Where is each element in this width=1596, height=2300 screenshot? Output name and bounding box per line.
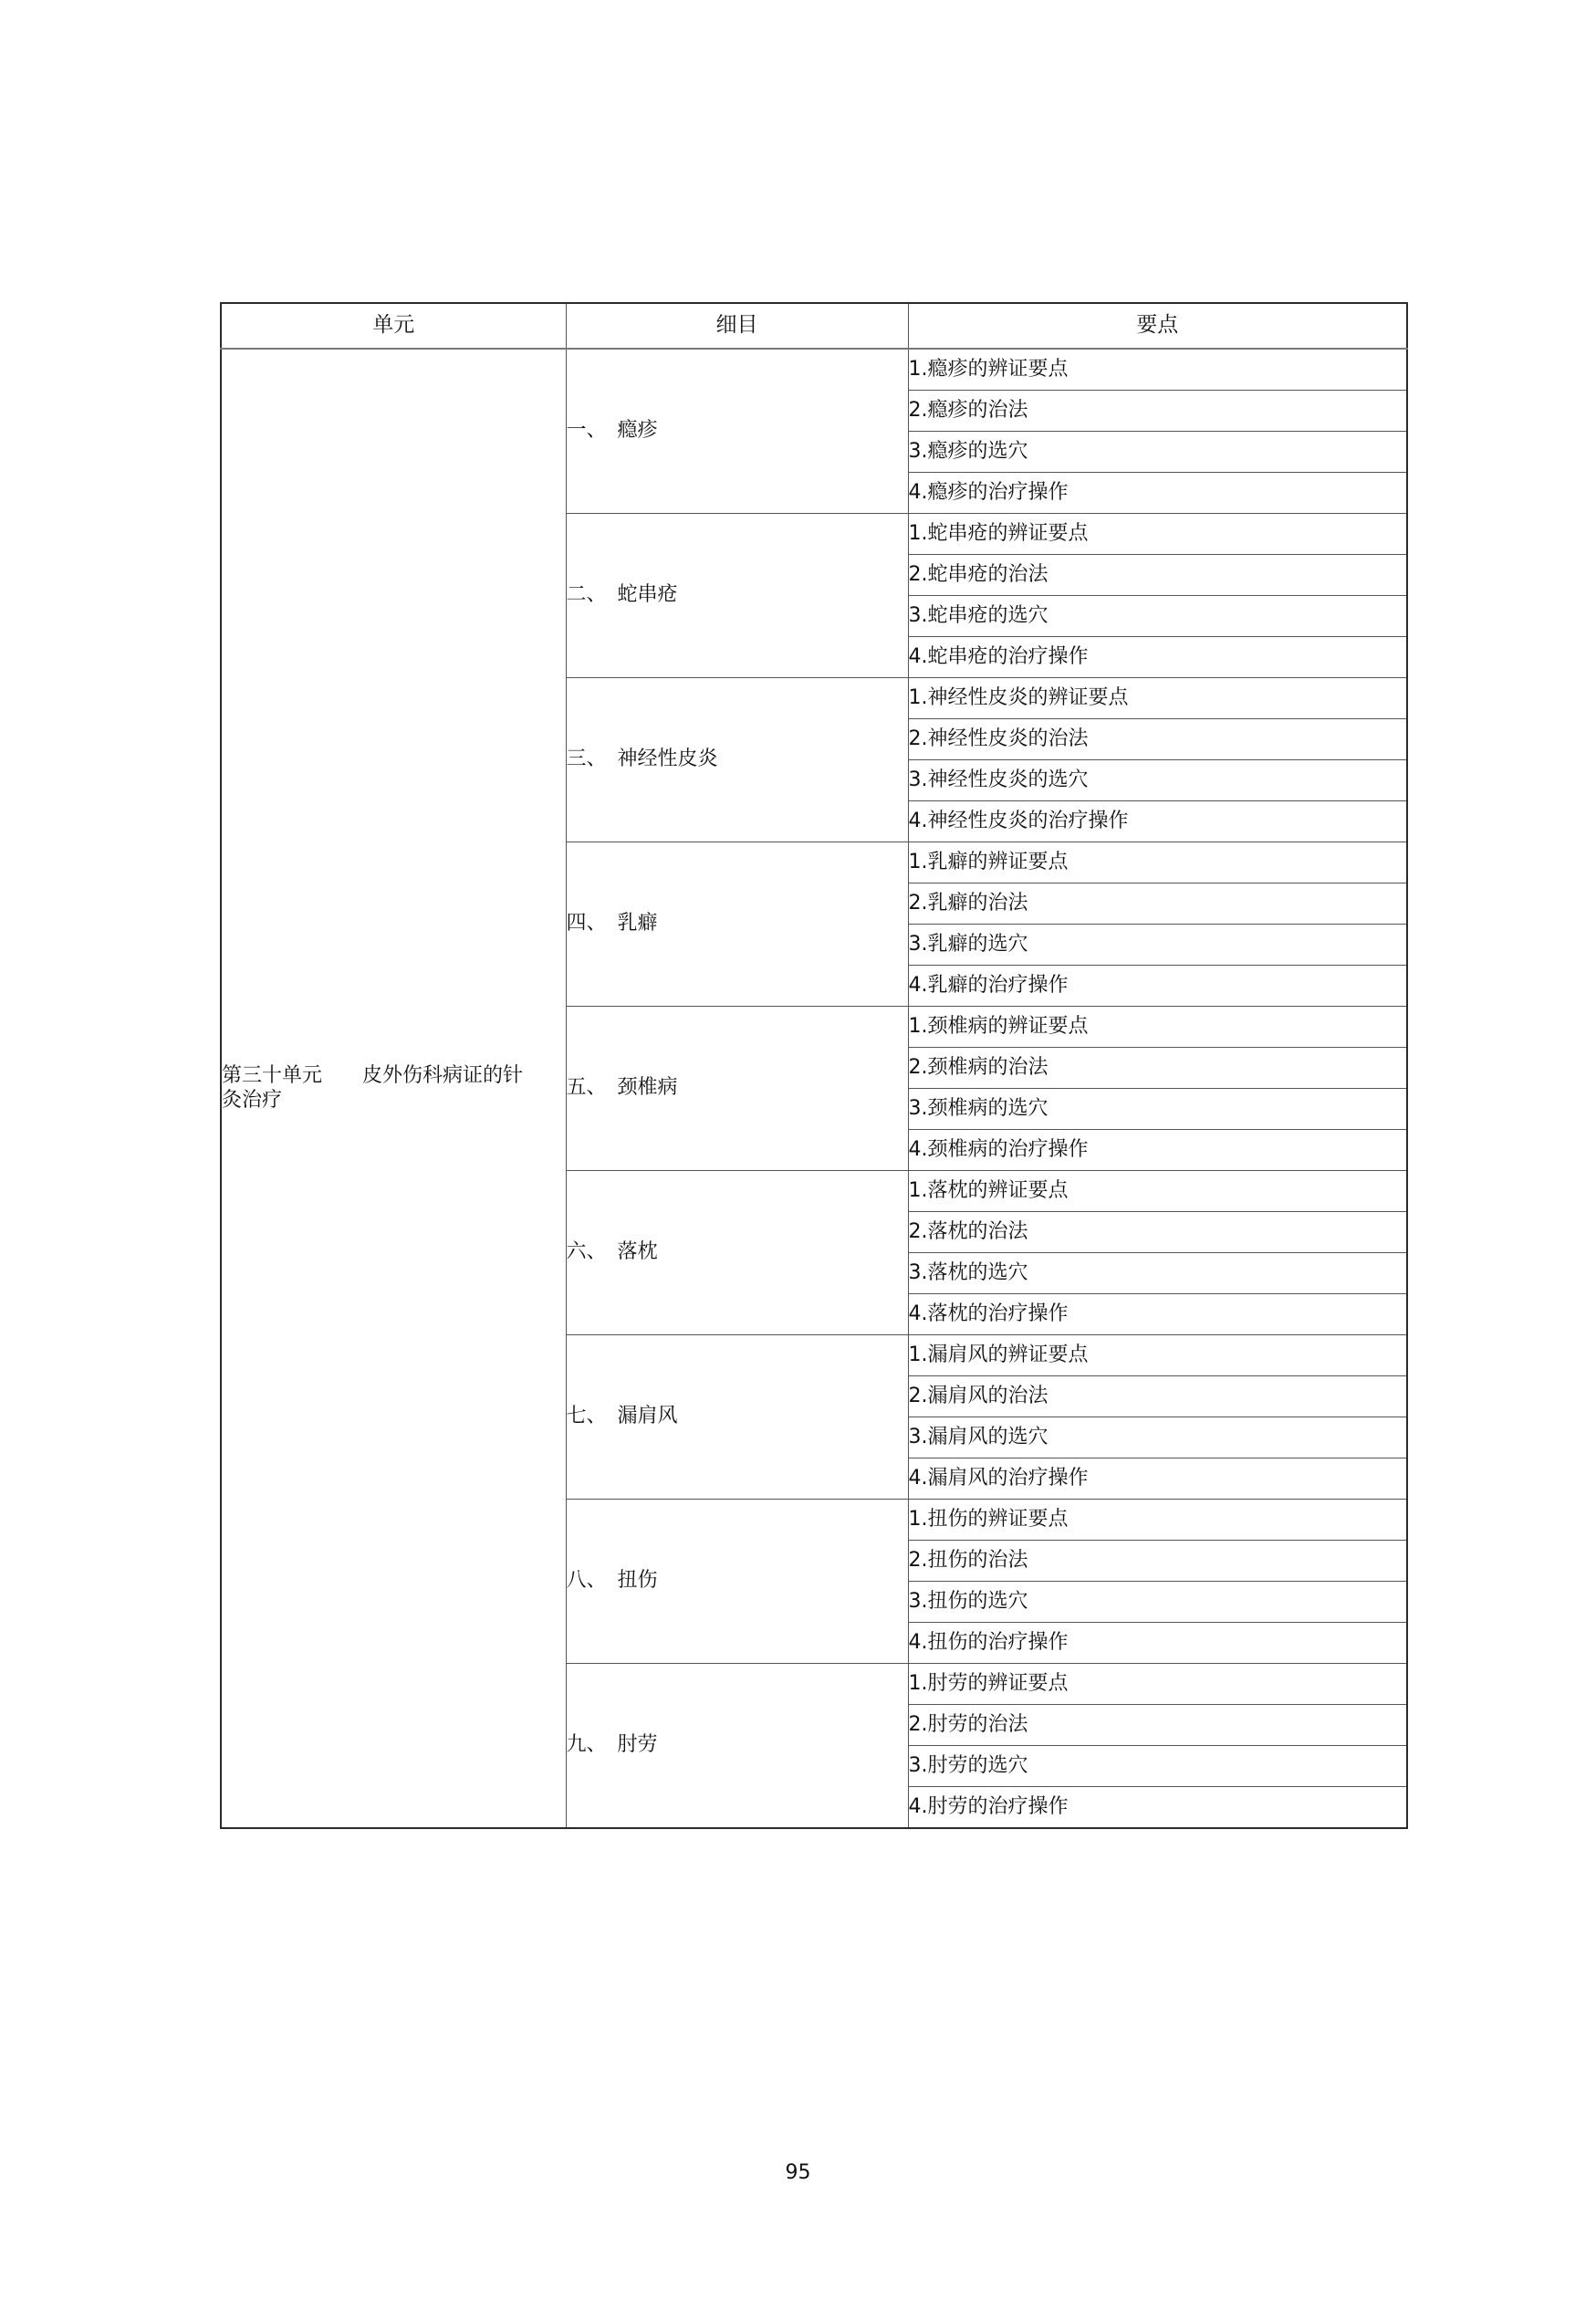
item-name: 神经性皮炎 xyxy=(617,748,718,771)
item-number: 五、 xyxy=(566,1076,607,1100)
item-number: 七、 xyxy=(566,1405,607,1428)
key-point-cell: 2.颈椎病的治法 xyxy=(908,1048,1407,1089)
key-point-cell: 1.落枕的辨证要点 xyxy=(908,1171,1407,1212)
table-header-row xyxy=(221,303,1407,349)
key-point-cell: 2.瘾疹的治法 xyxy=(908,391,1407,432)
key-point-cell: 4.乳癖的治疗操作 xyxy=(908,966,1407,1007)
key-point-cell: 4.落枕的治疗操作 xyxy=(908,1294,1407,1335)
item-name: 漏肩风 xyxy=(617,1405,678,1428)
key-point-cell: 1.漏肩风的辨证要点 xyxy=(908,1335,1407,1376)
item-number: 六、 xyxy=(566,1240,607,1264)
key-point-cell: 4.神经性皮炎的治疗操作 xyxy=(908,801,1407,842)
unit-title-line1: 第三十单元 皮外伤科病证的针 xyxy=(222,1064,524,1088)
key-point-cell: 3.扭伤的选穴 xyxy=(908,1582,1407,1623)
key-point-cell: 2.漏肩风的治法 xyxy=(908,1376,1407,1417)
item-number: 八、 xyxy=(566,1569,607,1593)
key-point-cell: 4.蛇串疮的治疗操作 xyxy=(908,637,1407,678)
syllabus-table xyxy=(220,302,1408,1829)
item-cell xyxy=(566,1664,908,1829)
header-points: 要点 xyxy=(908,303,1407,349)
key-point-cell: 1.乳癖的辨证要点 xyxy=(908,842,1407,883)
item-cell xyxy=(566,349,908,514)
item-number: 九、 xyxy=(566,1733,607,1757)
header-item: 细目 xyxy=(566,303,908,349)
item-name: 肘劳 xyxy=(617,1733,658,1757)
item-name: 颈椎病 xyxy=(617,1076,678,1100)
key-point-cell: 4.漏肩风的治疗操作 xyxy=(908,1458,1407,1500)
key-point-cell: 1.颈椎病的辨证要点 xyxy=(908,1007,1407,1048)
key-point-cell: 3.神经性皮炎的选穴 xyxy=(908,760,1407,801)
header-unit: 单元 xyxy=(221,303,566,349)
item-cell xyxy=(566,1500,908,1664)
key-point-cell: 4.扭伤的治疗操作 xyxy=(908,1623,1407,1664)
key-point-cell: 2.扭伤的治法 xyxy=(908,1541,1407,1582)
item-name: 蛇串疮 xyxy=(617,583,678,607)
item-cell xyxy=(566,842,908,1007)
key-point-cell: 4.肘劳的治疗操作 xyxy=(908,1787,1407,1829)
item-cell xyxy=(566,1335,908,1500)
key-point-cell: 4.颈椎病的治疗操作 xyxy=(908,1130,1407,1171)
item-name: 瘾疹 xyxy=(617,419,658,443)
key-point-cell: 2.蛇串疮的治法 xyxy=(908,555,1407,596)
item-number: 四、 xyxy=(566,912,607,936)
item-cell xyxy=(566,1171,908,1335)
unit-title-line2: 灸治疗 xyxy=(222,1088,283,1112)
key-point-cell: 2.落枕的治法 xyxy=(908,1212,1407,1253)
item-name: 扭伤 xyxy=(617,1569,658,1593)
item-number: 一、 xyxy=(566,419,607,443)
key-point-cell: 3.落枕的选穴 xyxy=(908,1253,1407,1294)
key-point-cell: 3.肘劳的选穴 xyxy=(908,1746,1407,1787)
key-point-cell: 3.乳癖的选穴 xyxy=(908,925,1407,966)
item-cell xyxy=(566,514,908,678)
item-cell xyxy=(566,1007,908,1171)
key-point-cell: 1.扭伤的辨证要点 xyxy=(908,1500,1407,1541)
key-point-cell: 1.瘾疹的辨证要点 xyxy=(908,349,1407,391)
key-point-cell: 3.漏肩风的选穴 xyxy=(908,1417,1407,1458)
key-point-cell: 3.瘾疹的选穴 xyxy=(908,432,1407,473)
unit-cell xyxy=(221,349,566,1828)
item-name: 乳癖 xyxy=(617,912,658,936)
key-point-cell: 3.蛇串疮的选穴 xyxy=(908,596,1407,637)
item-name: 落枕 xyxy=(617,1240,658,1264)
item-cell xyxy=(566,678,908,842)
page-number: 95 xyxy=(785,2161,811,2184)
key-point-cell: 1.神经性皮炎的辨证要点 xyxy=(908,678,1407,719)
table-row xyxy=(221,349,1407,391)
item-number: 二、 xyxy=(566,583,607,607)
key-point-cell: 3.颈椎病的选穴 xyxy=(908,1089,1407,1130)
key-point-cell: 1.肘劳的辨证要点 xyxy=(908,1664,1407,1705)
key-point-cell: 2.神经性皮炎的治法 xyxy=(908,719,1407,760)
key-point-cell: 2.肘劳的治法 xyxy=(908,1705,1407,1746)
item-number: 三、 xyxy=(566,748,607,771)
table-body xyxy=(221,349,1407,1828)
key-point-cell: 2.乳癖的治法 xyxy=(908,883,1407,925)
key-point-cell: 4.瘾疹的治疗操作 xyxy=(908,473,1407,514)
key-point-cell: 1.蛇串疮的辨证要点 xyxy=(908,514,1407,555)
